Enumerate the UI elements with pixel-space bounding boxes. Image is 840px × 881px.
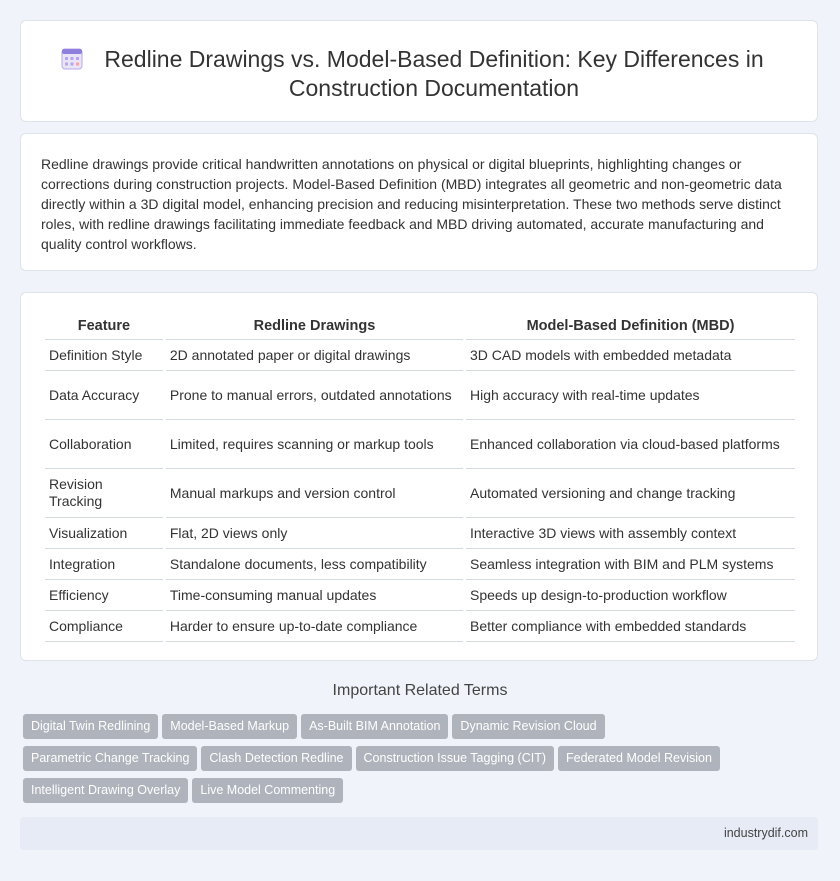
table-row (45, 371, 795, 420)
mbd-cell: Enhanced collaboration via cloud-based platforms (466, 420, 795, 469)
mbd-cell: Seamless integration with BIM and PLM systems (466, 549, 795, 580)
redline-cell: 2D annotated paper or digital drawings (166, 340, 463, 371)
related-term-tag[interactable]: Intelligent Drawing Overlay (23, 778, 188, 803)
footer-site-link[interactable]: industrydif.com (723, 826, 808, 840)
table-row (45, 580, 795, 611)
document-grid-icon (61, 48, 83, 70)
related-term-tag[interactable]: Dynamic Revision Cloud (452, 714, 604, 739)
redline-cell: Manual markups and version control (166, 469, 463, 518)
redline-cell: Standalone documents, less compatibility (166, 549, 463, 580)
feature-cell: Collaboration (45, 420, 163, 469)
header-redline: Redline Drawings (166, 315, 463, 340)
related-term-tag[interactable]: As-Built BIM Annotation (301, 714, 448, 739)
related-term-tag[interactable]: Federated Model Revision (558, 746, 720, 771)
mbd-cell: Interactive 3D views with assembly context (466, 518, 795, 549)
intro-paragraph: Redline drawings provide critical handwritten annotations on physical or digital blueprints, highlighting changes or corrections during construction projects. Model-Based Definition (MBD) integrates all geometric and non-geometric data directly within a 3D digital model, enhancing precision and reducing misinterpretation. These two methods serve distinct roles, with redline drawings facilitating immediate feedback and MBD driving automated, accurate manufacturing and quality control workflows. (41, 156, 782, 252)
feature-cell: Visualization (45, 518, 163, 549)
related-terms-heading: Important Related Terms (332, 682, 508, 699)
table-row (45, 549, 795, 580)
redline-cell: Flat, 2D views only (166, 518, 463, 549)
mbd-cell: Automated versioning and change tracking (466, 469, 795, 518)
table-header-row (45, 315, 795, 340)
comparison-table (42, 315, 798, 642)
related-term-tag[interactable]: Clash Detection Redline (201, 746, 351, 771)
mbd-cell: Better compliance with embedded standards (466, 611, 795, 642)
mbd-cell: High accuracy with real-time updates (466, 371, 795, 420)
table-row (45, 469, 795, 518)
related-term-tag[interactable]: Construction Issue Tagging (CIT) (356, 746, 555, 771)
feature-cell: Compliance (45, 611, 163, 642)
feature-cell: Revision Tracking (45, 469, 163, 518)
redline-cell: Harder to ensure up-to-date compliance (166, 611, 463, 642)
related-term-tag[interactable]: Live Model Commenting (192, 778, 343, 803)
header-mbd: Model-Based Definition (MBD) (466, 315, 795, 340)
mbd-cell: Speeds up design-to-production workflow (466, 580, 795, 611)
title-card (20, 20, 818, 122)
table-row (45, 340, 795, 371)
table-row (45, 518, 795, 549)
feature-cell: Integration (45, 549, 163, 580)
related-term-tag[interactable]: Model-Based Markup (162, 714, 297, 739)
redline-cell: Prone to manual errors, outdated annotations (166, 371, 463, 420)
related-terms-list (23, 714, 783, 810)
related-term-tag[interactable]: Digital Twin Redlining (23, 714, 158, 739)
feature-cell: Efficiency (45, 580, 163, 611)
header-feature: Feature (45, 315, 163, 340)
feature-cell: Data Accuracy (45, 371, 163, 420)
mbd-cell: 3D CAD models with embedded metadata (466, 340, 795, 371)
footer (20, 817, 818, 850)
redline-cell: Limited, requires scanning or markup tools (166, 420, 463, 469)
table-row (45, 611, 795, 642)
feature-cell: Definition Style (45, 340, 163, 371)
page-title: Redline Drawings vs. Model-Based Definition: Key Differences in Construction Documentation (104, 46, 764, 101)
intro-card (20, 133, 818, 271)
comparison-card (20, 292, 818, 661)
table-row (45, 420, 795, 469)
related-term-tag[interactable]: Parametric Change Tracking (23, 746, 197, 771)
redline-cell: Time-consuming manual updates (166, 580, 463, 611)
